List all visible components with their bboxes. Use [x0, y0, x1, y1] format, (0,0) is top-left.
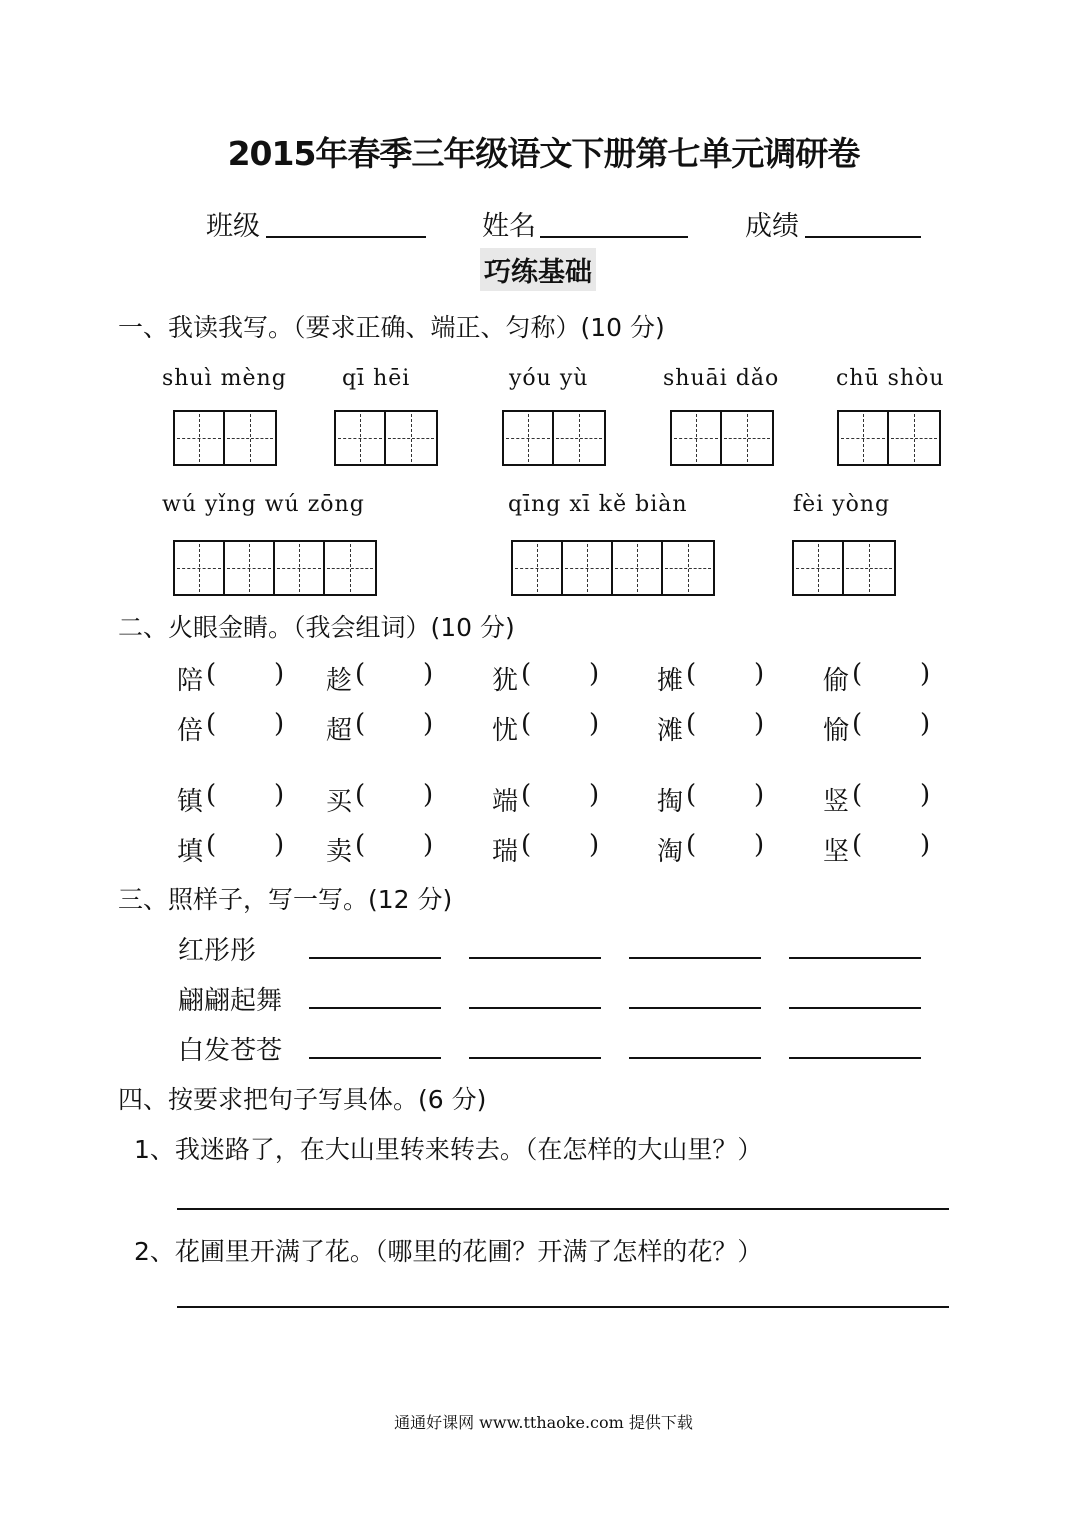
- close-paren: ): [754, 830, 765, 860]
- word-character: 竖: [823, 787, 850, 817]
- writing-grid[interactable]: [334, 410, 438, 466]
- open-paren: (: [206, 659, 217, 689]
- close-paren: ): [423, 780, 434, 810]
- grid-cell[interactable]: [663, 542, 713, 594]
- word-character: 犹: [492, 666, 519, 696]
- page-title: 2015年春季三年级语文下册第七单元调研卷: [227, 134, 860, 173]
- score-field[interactable]: [805, 236, 921, 238]
- answer-blank[interactable]: [789, 1057, 921, 1059]
- word-group-blank[interactable]: [366, 662, 422, 692]
- open-paren: (: [686, 780, 697, 810]
- close-paren: ): [920, 780, 931, 810]
- word-character: 镇: [177, 787, 204, 817]
- pinyin-label: fèi yòng: [793, 492, 891, 517]
- writing-grid[interactable]: [511, 540, 715, 596]
- answer-blank[interactable]: [629, 1057, 761, 1059]
- answer-blank[interactable]: [309, 957, 441, 959]
- answer-blank[interactable]: [469, 1007, 601, 1009]
- word-character: 滩: [657, 716, 684, 746]
- pinyin-label: shuāi dǎo: [663, 366, 780, 391]
- open-paren: (: [852, 830, 863, 860]
- open-paren: (: [355, 780, 366, 810]
- section2-heading: 二、火眼金睛。（我会组词）(10 分): [118, 613, 515, 642]
- word-group-blank[interactable]: [532, 662, 588, 692]
- grid-cell[interactable]: [225, 542, 275, 594]
- open-paren: (: [521, 659, 532, 689]
- class-label: 班级: [206, 211, 260, 242]
- word-group-blank[interactable]: [366, 712, 422, 742]
- grid-cell[interactable]: [613, 542, 663, 594]
- writing-grid[interactable]: [837, 410, 941, 466]
- score-label: 成绩: [745, 211, 799, 242]
- grid-cell[interactable]: [175, 542, 225, 594]
- open-paren: (: [355, 659, 366, 689]
- word-character: 倍: [177, 716, 204, 746]
- example-word: 翩翩起舞: [178, 986, 283, 1016]
- open-paren: (: [355, 709, 366, 739]
- open-paren: (: [206, 830, 217, 860]
- grid-cell[interactable]: [336, 412, 386, 464]
- close-paren: ): [754, 780, 765, 810]
- word-group-blank[interactable]: [863, 833, 919, 863]
- pinyin-label: shuì mèng: [162, 366, 287, 391]
- answer-blank[interactable]: [469, 1057, 601, 1059]
- grid-cell[interactable]: [563, 542, 613, 594]
- word-group-blank[interactable]: [217, 833, 273, 863]
- word-character: 瑞: [492, 837, 519, 867]
- word-group-blank[interactable]: [697, 833, 753, 863]
- close-paren: ): [920, 830, 931, 860]
- pinyin-label: qīng xī kě biàn: [508, 492, 688, 517]
- word-character: 端: [492, 787, 519, 817]
- example-word: 白发苍苍: [178, 1036, 283, 1066]
- word-group-blank[interactable]: [863, 712, 919, 742]
- answer-blank[interactable]: [309, 1007, 441, 1009]
- section1-heading: 一、我读我写。（要求正确、端正、匀称）(10 分): [118, 313, 665, 342]
- grid-cell[interactable]: [275, 542, 325, 594]
- close-paren: ): [423, 830, 434, 860]
- grid-cell[interactable]: [513, 542, 563, 594]
- answer-blank[interactable]: [789, 1007, 921, 1009]
- grid-cell[interactable]: [175, 412, 225, 464]
- example-word: 红彤彤: [178, 936, 257, 966]
- close-paren: ): [754, 659, 765, 689]
- pinyin-label: qī hēi: [342, 366, 411, 391]
- word-group-blank[interactable]: [366, 783, 422, 813]
- close-paren: ): [754, 709, 765, 739]
- close-paren: ): [589, 659, 600, 689]
- name-label: 姓名: [482, 211, 536, 242]
- writing-grid[interactable]: [173, 410, 277, 466]
- grid-cell[interactable]: [225, 412, 275, 464]
- close-paren: ): [920, 709, 931, 739]
- grid-cell[interactable]: [844, 542, 894, 594]
- writing-grid[interactable]: [792, 540, 896, 596]
- pinyin-label: wú yǐng wú zōng: [162, 492, 365, 517]
- open-paren: (: [355, 830, 366, 860]
- word-group-blank[interactable]: [532, 712, 588, 742]
- answer-blank[interactable]: [629, 1007, 761, 1009]
- open-paren: (: [686, 709, 697, 739]
- word-group-blank[interactable]: [217, 712, 273, 742]
- open-paren: (: [206, 709, 217, 739]
- word-character: 超: [326, 716, 353, 746]
- section3-heading: 三、照样子，写一写。(12 分): [118, 885, 453, 914]
- grid-cell[interactable]: [794, 542, 844, 594]
- answer-line[interactable]: [177, 1208, 949, 1210]
- section4-heading: 四、按要求把句子写具体。(6 分): [118, 1085, 487, 1114]
- answer-blank[interactable]: [469, 957, 601, 959]
- open-paren: (: [852, 780, 863, 810]
- word-group-blank[interactable]: [697, 662, 753, 692]
- word-group-blank[interactable]: [697, 783, 753, 813]
- word-group-blank[interactable]: [217, 783, 273, 813]
- open-paren: (: [521, 780, 532, 810]
- word-group-blank[interactable]: [697, 712, 753, 742]
- answer-blank[interactable]: [789, 957, 921, 959]
- name-field[interactable]: [540, 236, 688, 238]
- writing-grid[interactable]: [502, 410, 606, 466]
- answer-blank[interactable]: [309, 1057, 441, 1059]
- pinyin-label: chū shòu: [836, 366, 945, 391]
- word-character: 陪: [177, 666, 204, 696]
- word-group-blank[interactable]: [217, 662, 273, 692]
- grid-cell[interactable]: [386, 412, 436, 464]
- word-character: 愉: [823, 716, 850, 746]
- writing-grid[interactable]: [670, 410, 774, 466]
- open-paren: (: [686, 830, 697, 860]
- section-subtitle: 巧练基础: [480, 248, 596, 291]
- open-paren: (: [852, 709, 863, 739]
- grid-cell[interactable]: [839, 412, 889, 464]
- word-character: 掏: [657, 787, 684, 817]
- grid-cell[interactable]: [889, 412, 939, 464]
- close-paren: ): [423, 709, 434, 739]
- word-character: 忧: [492, 716, 519, 746]
- grid-cell[interactable]: [325, 542, 375, 594]
- class-field[interactable]: [266, 236, 426, 238]
- word-group-blank[interactable]: [863, 783, 919, 813]
- grid-cell[interactable]: [554, 412, 604, 464]
- grid-cell[interactable]: [722, 412, 772, 464]
- close-paren: ): [274, 659, 285, 689]
- word-character: 偷: [823, 666, 850, 696]
- word-character: 坚: [823, 837, 850, 867]
- word-character: 填: [177, 837, 204, 867]
- word-character: 趁: [326, 666, 353, 696]
- word-character: 卖: [326, 837, 353, 867]
- grid-cell[interactable]: [504, 412, 554, 464]
- answer-blank[interactable]: [629, 957, 761, 959]
- word-group-blank[interactable]: [863, 662, 919, 692]
- question-1: 1、我迷路了，在大山里转来转去。（在怎样的大山里？）: [134, 1135, 763, 1164]
- close-paren: ): [589, 709, 600, 739]
- open-paren: (: [521, 830, 532, 860]
- open-paren: (: [852, 659, 863, 689]
- close-paren: ): [274, 830, 285, 860]
- open-paren: (: [521, 709, 532, 739]
- word-character: 买: [326, 787, 353, 817]
- answer-line[interactable]: [177, 1306, 949, 1308]
- footer-credit: 通通好课网 www.tthaoke.com 提供下载: [394, 1413, 693, 1432]
- grid-cell[interactable]: [672, 412, 722, 464]
- close-paren: ): [274, 709, 285, 739]
- close-paren: ): [274, 780, 285, 810]
- word-group-blank[interactable]: [366, 833, 422, 863]
- close-paren: ): [423, 659, 434, 689]
- open-paren: (: [686, 659, 697, 689]
- word-group-blank[interactable]: [532, 833, 588, 863]
- close-paren: ): [589, 780, 600, 810]
- close-paren: ): [920, 659, 931, 689]
- word-group-blank[interactable]: [532, 783, 588, 813]
- question-2: 2、花圃里开满了花。（哪里的花圃？开满了怎样的花？）: [134, 1237, 763, 1266]
- word-character: 淘: [657, 837, 684, 867]
- word-character: 摊: [657, 666, 684, 696]
- open-paren: (: [206, 780, 217, 810]
- pinyin-label: yóu yù: [509, 366, 589, 391]
- close-paren: ): [589, 830, 600, 860]
- writing-grid[interactable]: [173, 540, 377, 596]
